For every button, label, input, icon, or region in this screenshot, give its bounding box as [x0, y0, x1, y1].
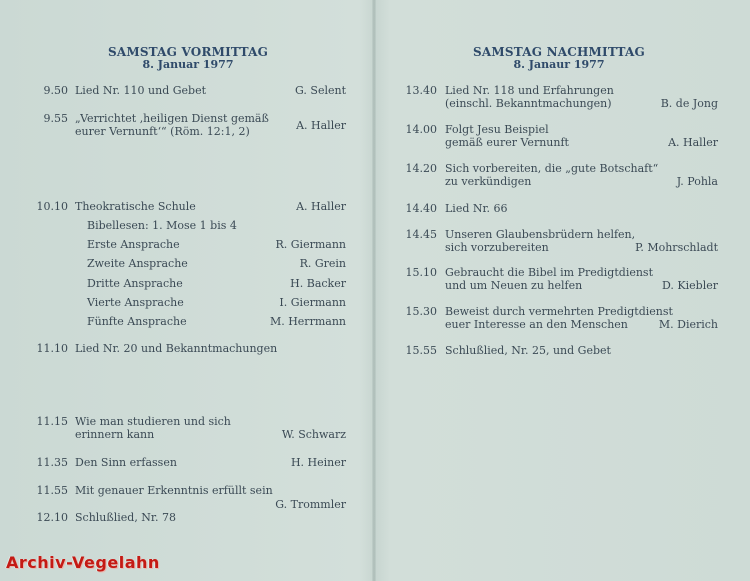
- program-speaker: A. Haller: [296, 119, 346, 132]
- program-title: sich vorzubereiten: [445, 241, 549, 254]
- program-speaker: A. Haller: [296, 200, 346, 213]
- program-time: 15.55: [405, 344, 437, 357]
- program-speaker: I. Giermann: [279, 296, 346, 309]
- program-speaker: M. Dierich: [658, 318, 718, 331]
- program-title: „Verrichtet ‚heiligen Dienst gemäß: [75, 112, 269, 125]
- program-title: erinnern kann: [75, 428, 155, 441]
- program-speaker: B. de Jong: [660, 97, 718, 110]
- program-title: euer Interesse an den Menschen: [445, 318, 628, 331]
- program-title: Schlußlied, Nr. 25, und Gebet: [445, 344, 611, 357]
- program-time: 14.45: [405, 228, 437, 241]
- program-title: Lied Nr. 66: [445, 202, 508, 215]
- left-date: 8. Januar 1977: [142, 58, 234, 71]
- program-time: 14.20: [405, 162, 437, 175]
- program-time: 9.50: [43, 84, 68, 97]
- program-title: Erste Ansprache: [87, 238, 180, 251]
- program-time: 13.40: [405, 84, 437, 97]
- program-speaker: R. Giermann: [275, 238, 346, 251]
- program-speaker: W. Schwarz: [281, 428, 346, 441]
- program-title: gemäß eurer Vernunft: [445, 136, 569, 149]
- program-title: Vierte Ansprache: [87, 296, 184, 309]
- program-speaker: R. Grein: [299, 257, 346, 270]
- program-title: Folgt Jesu Beispiel: [445, 123, 549, 136]
- program-time: 11.55: [36, 484, 68, 497]
- program-title: und um Neuen zu helfen: [445, 279, 583, 292]
- right-heading: SAMSTAG NACHMITTAG: [473, 45, 645, 59]
- left-heading: SAMSTAG VORMITTAG: [107, 45, 269, 59]
- right-date: 8. Janaur 1977: [513, 58, 605, 71]
- program-title: zu verkündigen: [445, 175, 532, 188]
- program-speaker: M. Herrmann: [269, 315, 346, 328]
- program-speaker: A. Haller: [668, 136, 718, 149]
- program-time: 11.10: [36, 342, 68, 355]
- program-speaker: H. Heiner: [290, 456, 346, 469]
- program-speaker: H. Backer: [290, 277, 346, 290]
- program-time: 9.55: [43, 112, 68, 125]
- program-title: Beweist durch vermehrten Predigtdienst: [445, 305, 673, 318]
- program-time: 15.30: [405, 305, 437, 318]
- program-speaker: G. Selent: [295, 84, 346, 97]
- program-speaker: P. Mohrschladt: [635, 241, 718, 254]
- program-speaker: J. Pohla: [676, 175, 718, 188]
- program-title: Mit genauer Erkenntnis erfüllt sein: [75, 484, 273, 497]
- program-title: Sich vorbereiten, die „gute Botschaft“: [445, 162, 659, 175]
- program-title: (einschl. Bekanntmachungen): [445, 97, 612, 110]
- archive-watermark: Archiv-Vegelahn: [6, 553, 160, 572]
- program-title: Schlußlied, Nr. 78: [75, 511, 176, 524]
- program-speaker: G. Trommler: [275, 498, 346, 511]
- program-time: 15.10: [405, 266, 437, 279]
- program-time: 10.10: [36, 200, 68, 213]
- program-title: Fünfte Ansprache: [87, 315, 187, 328]
- program-title: Wie man studieren und sich: [75, 415, 231, 428]
- page-fold: [372, 0, 376, 581]
- program-title: Dritte Ansprache: [87, 277, 183, 290]
- program-time: 12.10: [36, 511, 68, 524]
- program-time: 11.15: [36, 415, 68, 428]
- program-time: 14.40: [405, 202, 437, 215]
- program-title: Zweite Ansprache: [87, 257, 188, 270]
- program-title: Theokratische Schule: [75, 200, 196, 213]
- program-title: Lied Nr. 20 und Bekanntmachungen: [75, 342, 278, 355]
- program-title: Gebraucht die Bibel im Predigtdienst: [445, 266, 653, 279]
- program-title: Lied Nr. 118 und Erfahrungen: [445, 84, 614, 97]
- program-time: 14.00: [405, 123, 437, 136]
- program-time: 11.35: [36, 456, 68, 469]
- program-title: Bibellesen: 1. Mose 1 bis 4: [87, 219, 237, 232]
- program-speaker: D. Kiebler: [662, 279, 718, 292]
- program-title: eurer Vernunft‘“ (Röm. 12:1, 2): [75, 125, 250, 138]
- program-title: Lied Nr. 110 und Gebet: [75, 84, 207, 97]
- program-title: Unseren Glaubensbrüdern helfen,: [445, 228, 636, 241]
- program-title: Den Sinn erfassen: [75, 456, 177, 469]
